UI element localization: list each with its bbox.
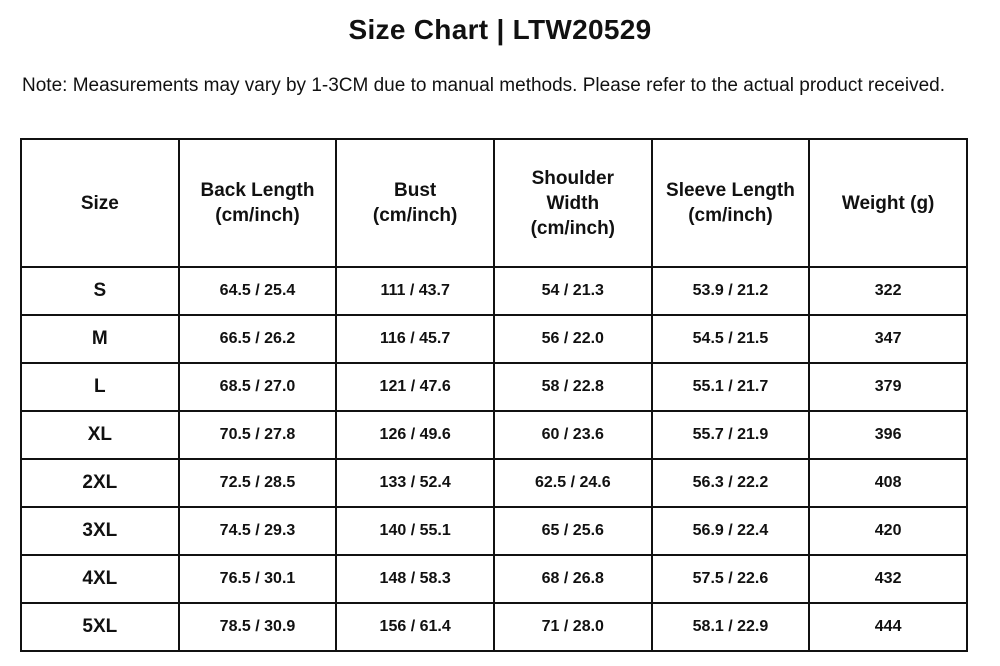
bust-cell: 111 / 43.7 (336, 267, 494, 315)
table-row (21, 315, 967, 363)
weight-cell: 408 (809, 459, 967, 507)
size-cell: 2XL (21, 459, 179, 507)
weight-cell: 432 (809, 555, 967, 603)
back-length-cell: 64.5 / 25.4 (179, 267, 337, 315)
bust-cell: 121 / 47.6 (336, 363, 494, 411)
header-line: (cm/inch) (530, 217, 616, 239)
header-line: (cm/inch) (688, 205, 773, 226)
shoulder-width-cell: 62.5 / 24.6 (494, 459, 652, 507)
table-body (21, 267, 967, 651)
header-sleeve-length (652, 139, 810, 267)
back-length-cell: 74.5 / 29.3 (179, 507, 337, 555)
weight-cell: 322 (809, 267, 967, 315)
sleeve-length-cell: 56.3 / 22.2 (652, 459, 810, 507)
bust-cell: 133 / 52.4 (336, 459, 494, 507)
back-length-cell: 68.5 / 27.0 (179, 363, 337, 411)
table-row (21, 411, 967, 459)
sleeve-length-cell: 57.5 / 22.6 (652, 555, 810, 603)
header-line: Sleeve Length (666, 180, 795, 201)
size-cell: XL (21, 411, 179, 459)
bust-cell: 126 / 49.6 (336, 411, 494, 459)
back-length-cell: 72.5 / 28.5 (179, 459, 337, 507)
header-bust (336, 139, 494, 267)
header-line: (cm/inch) (372, 205, 458, 226)
measurement-note: Note: Measurements may vary by 1-3CM due to manual methods. Please refer to the actual product received. (22, 75, 946, 96)
back-length-cell: 76.5 / 30.1 (179, 555, 337, 603)
header-row (21, 139, 967, 267)
table-row (21, 459, 967, 507)
header-line: Shoulder (531, 167, 614, 189)
table-row (21, 267, 967, 315)
bust-cell: 156 / 61.4 (336, 603, 494, 651)
sleeve-length-cell: 55.7 / 21.9 (652, 411, 810, 459)
size-cell: L (21, 363, 179, 411)
header-line: Size (80, 192, 119, 214)
sleeve-length-cell: 54.5 / 21.5 (652, 315, 810, 363)
weight-cell: 396 (809, 411, 967, 459)
sleeve-length-cell: 53.9 / 21.2 (652, 267, 810, 315)
sleeve-length-cell: 55.1 / 21.7 (652, 363, 810, 411)
size-cell: S (21, 267, 179, 315)
size-cell: 3XL (21, 507, 179, 555)
shoulder-width-cell: 68 / 26.8 (494, 555, 652, 603)
weight-cell: 420 (809, 507, 967, 555)
bust-cell: 148 / 58.3 (336, 555, 494, 603)
header-line: Width (546, 192, 600, 214)
shoulder-width-cell: 60 / 23.6 (494, 411, 652, 459)
header-line: Weight (g) (841, 192, 935, 214)
shoulder-width-cell: 56 / 22.0 (494, 315, 652, 363)
sleeve-length-cell: 58.1 / 22.9 (652, 603, 810, 651)
table-row (21, 555, 967, 603)
bust-cell: 116 / 45.7 (336, 315, 494, 363)
weight-cell: 379 (809, 363, 967, 411)
shoulder-width-cell: 71 / 28.0 (494, 603, 652, 651)
header-size (21, 139, 179, 267)
header-back-length (179, 139, 337, 267)
shoulder-width-cell: 58 / 22.8 (494, 363, 652, 411)
shoulder-width-cell: 54 / 21.3 (494, 267, 652, 315)
sleeve-length-cell: 56.9 / 22.4 (652, 507, 810, 555)
back-length-cell: 66.5 / 26.2 (179, 315, 337, 363)
header-weight (809, 139, 967, 267)
table-row (21, 507, 967, 555)
bust-cell: 140 / 55.1 (336, 507, 494, 555)
table-row (21, 363, 967, 411)
size-cell: 4XL (21, 555, 179, 603)
shoulder-width-cell: 65 / 25.6 (494, 507, 652, 555)
header-line: (cm/inch) (215, 205, 300, 226)
back-length-cell: 70.5 / 27.8 (179, 411, 337, 459)
size-chart-table (20, 138, 968, 652)
table-header (21, 139, 967, 267)
header-shoulder-width (494, 139, 652, 267)
weight-cell: 444 (809, 603, 967, 651)
header-line: Back Length (200, 180, 315, 201)
header-line: Bust (394, 180, 437, 201)
page-title: Size Chart | LTW20529 (348, 14, 652, 45)
table-row (21, 603, 967, 651)
back-length-cell: 78.5 / 30.9 (179, 603, 337, 651)
weight-cell: 347 (809, 315, 967, 363)
size-cell: M (21, 315, 179, 363)
size-cell: 5XL (21, 603, 179, 651)
